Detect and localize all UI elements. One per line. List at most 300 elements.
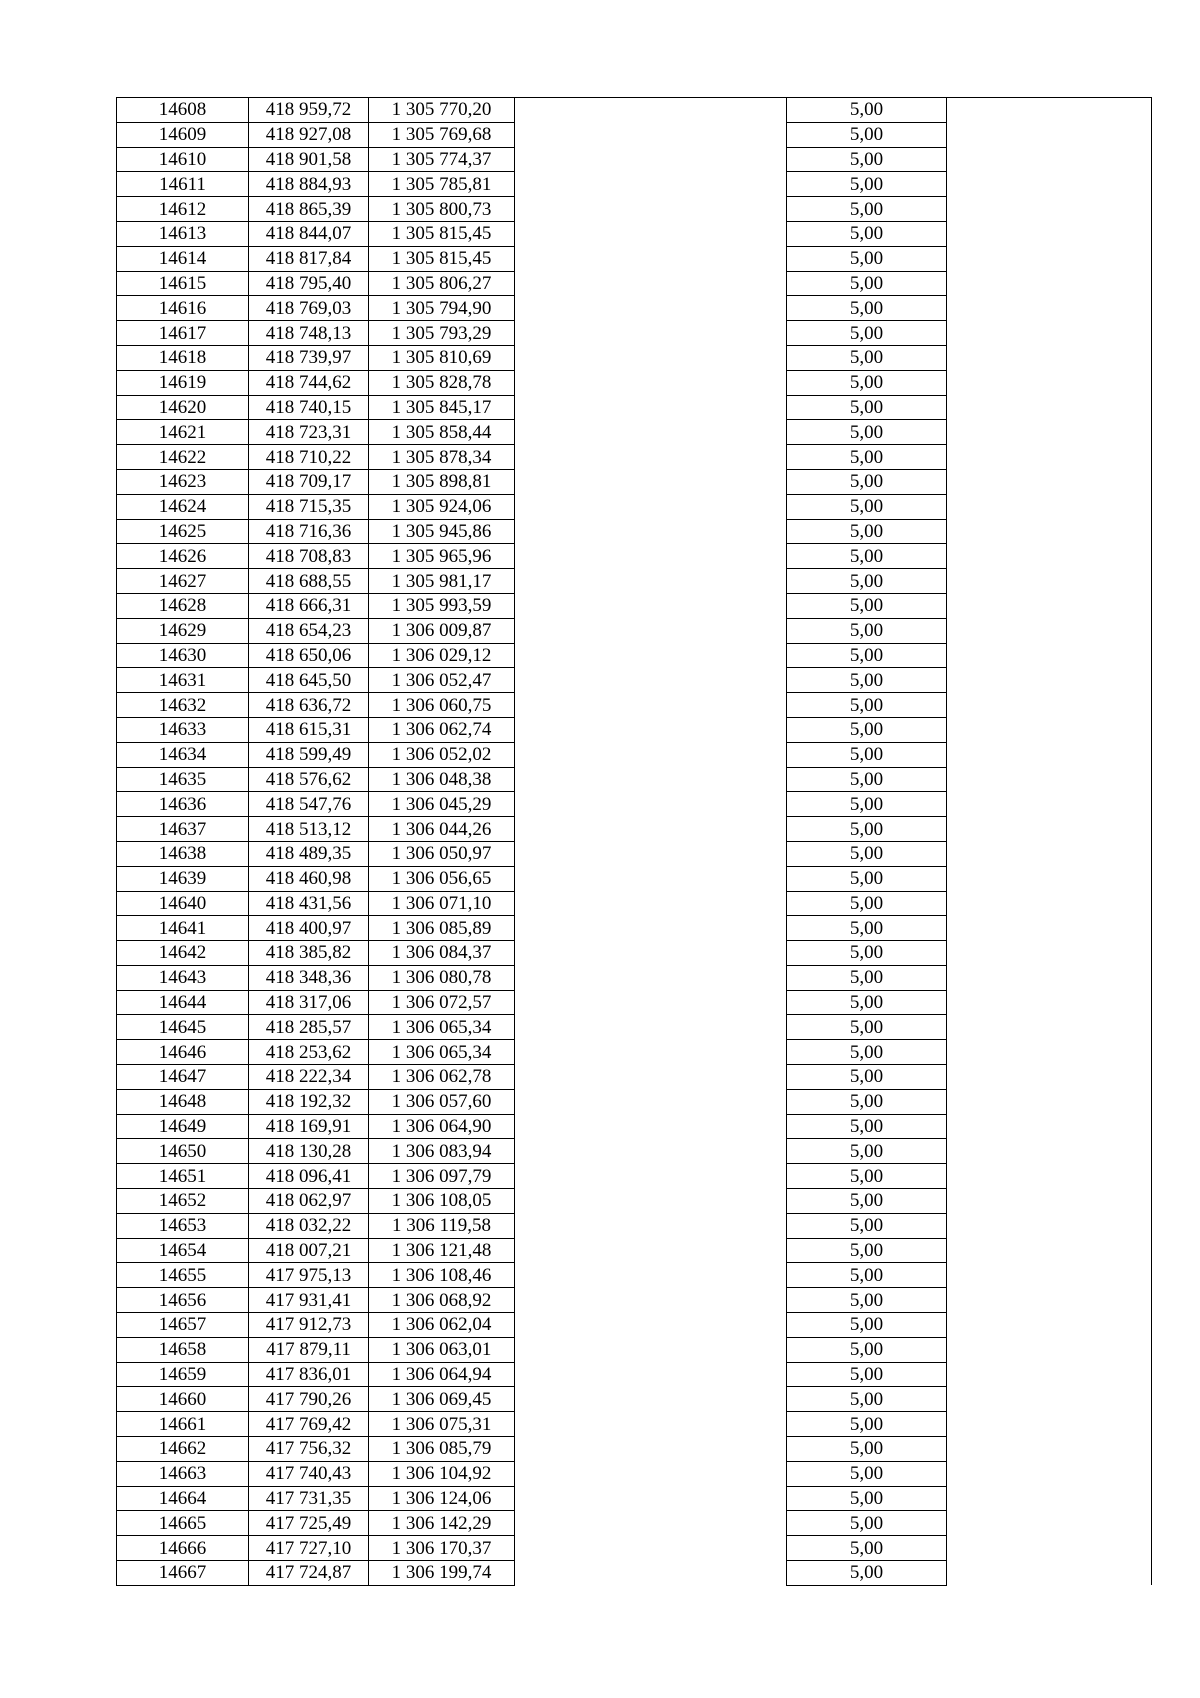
- y-coordinate-cell: 1 306 060,75: [369, 693, 515, 718]
- point-number-cell: 14623: [117, 469, 249, 494]
- table-row: [117, 420, 1152, 445]
- y-coordinate-cell: 1 305 769,68: [369, 122, 515, 147]
- point-number-cell: 14639: [117, 866, 249, 891]
- table-row: [117, 1412, 1152, 1437]
- blank-cell: [515, 990, 787, 1015]
- point-number-cell: 14665: [117, 1511, 249, 1536]
- value-cell: 5,00: [787, 643, 947, 668]
- table-row: [117, 345, 1152, 370]
- table-row: [117, 643, 1152, 668]
- value-cell: 5,00: [787, 1362, 947, 1387]
- x-coordinate-cell: 418 130,28: [249, 1139, 369, 1164]
- table-row: [117, 1536, 1152, 1561]
- blank-cell: [515, 296, 787, 321]
- table-row: [117, 147, 1152, 172]
- y-coordinate-cell: 1 306 062,04: [369, 1313, 515, 1338]
- value-cell: 5,00: [787, 1114, 947, 1139]
- y-coordinate-cell: 1 306 080,78: [369, 965, 515, 990]
- blank-cell: [515, 98, 787, 123]
- value-cell: 5,00: [787, 395, 947, 420]
- value-cell: 5,00: [787, 1536, 947, 1561]
- point-number-cell: 14657: [117, 1313, 249, 1338]
- blank-cell: [515, 841, 787, 866]
- blank-cell: [515, 1486, 787, 1511]
- x-coordinate-cell: 417 879,11: [249, 1337, 369, 1362]
- notes-cell: [947, 1561, 1152, 1586]
- point-number-cell: 14638: [117, 841, 249, 866]
- table-row: [117, 965, 1152, 990]
- point-number-cell: 14652: [117, 1189, 249, 1214]
- table-row: [117, 817, 1152, 842]
- table-row: [117, 544, 1152, 569]
- y-coordinate-cell: 1 306 085,79: [369, 1437, 515, 1462]
- y-coordinate-cell: 1 305 774,37: [369, 147, 515, 172]
- notes-cell: [947, 494, 1152, 519]
- notes-cell: [947, 1139, 1152, 1164]
- point-number-cell: 14621: [117, 420, 249, 445]
- x-coordinate-cell: 418 636,72: [249, 693, 369, 718]
- notes-cell: [947, 965, 1152, 990]
- blank-cell: [515, 1337, 787, 1362]
- notes-cell: [947, 122, 1152, 147]
- blank-cell: [515, 916, 787, 941]
- value-cell: 5,00: [787, 717, 947, 742]
- notes-cell: [947, 1511, 1152, 1536]
- table-row: [117, 519, 1152, 544]
- notes-cell: [947, 221, 1152, 246]
- y-coordinate-cell: 1 306 009,87: [369, 618, 515, 643]
- value-cell: 5,00: [787, 1164, 947, 1189]
- blank-cell: [515, 271, 787, 296]
- value-cell: 5,00: [787, 742, 947, 767]
- blank-cell: [515, 147, 787, 172]
- blank-cell: [515, 1362, 787, 1387]
- y-coordinate-cell: 1 306 064,90: [369, 1114, 515, 1139]
- table-row: [117, 1213, 1152, 1238]
- point-number-cell: 14655: [117, 1263, 249, 1288]
- notes-cell: [947, 1114, 1152, 1139]
- table-row: [117, 296, 1152, 321]
- y-coordinate-cell: 1 306 108,05: [369, 1189, 515, 1214]
- blank-cell: [515, 395, 787, 420]
- table-row: [117, 494, 1152, 519]
- value-cell: 5,00: [787, 1387, 947, 1412]
- blank-cell: [515, 593, 787, 618]
- table-row: [117, 916, 1152, 941]
- point-number-cell: 14658: [117, 1337, 249, 1362]
- point-number-cell: 14614: [117, 246, 249, 271]
- notes-cell: [947, 420, 1152, 445]
- table-row: [117, 891, 1152, 916]
- y-coordinate-cell: 1 305 800,73: [369, 197, 515, 222]
- point-number-cell: 14630: [117, 643, 249, 668]
- x-coordinate-cell: 418 744,62: [249, 370, 369, 395]
- value-cell: 5,00: [787, 1189, 947, 1214]
- x-coordinate-cell: 418 400,97: [249, 916, 369, 941]
- blank-cell: [515, 321, 787, 346]
- value-cell: 5,00: [787, 841, 947, 866]
- table-row: [117, 1337, 1152, 1362]
- value-cell: 5,00: [787, 1437, 947, 1462]
- x-coordinate-cell: 418 865,39: [249, 197, 369, 222]
- x-coordinate-cell: 418 032,22: [249, 1213, 369, 1238]
- blank-cell: [515, 941, 787, 966]
- x-coordinate-cell: 418 688,55: [249, 569, 369, 594]
- point-number-cell: 14611: [117, 172, 249, 197]
- table-row: [117, 1561, 1152, 1586]
- x-coordinate-cell: 418 650,06: [249, 643, 369, 668]
- y-coordinate-cell: 1 306 085,89: [369, 916, 515, 941]
- blank-cell: [515, 643, 787, 668]
- x-coordinate-cell: 417 790,26: [249, 1387, 369, 1412]
- blank-cell: [515, 1040, 787, 1065]
- point-number-cell: 14608: [117, 98, 249, 123]
- notes-cell: [947, 891, 1152, 916]
- x-coordinate-cell: 418 062,97: [249, 1189, 369, 1214]
- value-cell: 5,00: [787, 98, 947, 123]
- x-coordinate-cell: 418 769,03: [249, 296, 369, 321]
- table-row: [117, 321, 1152, 346]
- notes-cell: [947, 941, 1152, 966]
- notes-cell: [947, 1536, 1152, 1561]
- notes-cell: [947, 469, 1152, 494]
- y-coordinate-cell: 1 305 785,81: [369, 172, 515, 197]
- y-coordinate-cell: 1 306 142,29: [369, 1511, 515, 1536]
- y-coordinate-cell: 1 306 062,74: [369, 717, 515, 742]
- x-coordinate-cell: 418 666,31: [249, 593, 369, 618]
- point-number-cell: 14648: [117, 1089, 249, 1114]
- y-coordinate-cell: 1 306 064,94: [369, 1362, 515, 1387]
- value-cell: 5,00: [787, 122, 947, 147]
- y-coordinate-cell: 1 305 806,27: [369, 271, 515, 296]
- value-cell: 5,00: [787, 197, 947, 222]
- point-number-cell: 14649: [117, 1114, 249, 1139]
- value-cell: 5,00: [787, 1015, 947, 1040]
- point-number-cell: 14625: [117, 519, 249, 544]
- value-cell: 5,00: [787, 296, 947, 321]
- point-number-cell: 14632: [117, 693, 249, 718]
- y-coordinate-cell: 1 306 097,79: [369, 1164, 515, 1189]
- value-cell: 5,00: [787, 1213, 947, 1238]
- x-coordinate-cell: 417 727,10: [249, 1536, 369, 1561]
- table-row: [117, 122, 1152, 147]
- y-coordinate-cell: 1 305 845,17: [369, 395, 515, 420]
- value-cell: 5,00: [787, 941, 947, 966]
- table-row: [117, 469, 1152, 494]
- table-row: [117, 693, 1152, 718]
- point-number-cell: 14667: [117, 1561, 249, 1586]
- notes-cell: [947, 1189, 1152, 1214]
- blank-cell: [515, 122, 787, 147]
- y-coordinate-cell: 1 306 075,31: [369, 1412, 515, 1437]
- point-number-cell: 14643: [117, 965, 249, 990]
- point-number-cell: 14637: [117, 817, 249, 842]
- table-row: [117, 593, 1152, 618]
- value-cell: 5,00: [787, 1288, 947, 1313]
- blank-cell: [515, 197, 787, 222]
- value-cell: 5,00: [787, 172, 947, 197]
- notes-cell: [947, 370, 1152, 395]
- point-number-cell: 14624: [117, 494, 249, 519]
- blank-cell: [515, 817, 787, 842]
- y-coordinate-cell: 1 305 965,96: [369, 544, 515, 569]
- value-cell: 5,00: [787, 544, 947, 569]
- blank-cell: [515, 668, 787, 693]
- blank-cell: [515, 519, 787, 544]
- y-coordinate-cell: 1 306 063,01: [369, 1337, 515, 1362]
- x-coordinate-cell: 418 709,17: [249, 469, 369, 494]
- notes-cell: [947, 618, 1152, 643]
- x-coordinate-cell: 418 884,93: [249, 172, 369, 197]
- notes-cell: [947, 643, 1152, 668]
- x-coordinate-cell: 418 645,50: [249, 668, 369, 693]
- x-coordinate-cell: 418 348,36: [249, 965, 369, 990]
- notes-cell: [947, 271, 1152, 296]
- notes-cell: [947, 1387, 1152, 1412]
- y-coordinate-cell: 1 306 045,29: [369, 792, 515, 817]
- notes-cell: [947, 767, 1152, 792]
- y-coordinate-cell: 1 305 815,45: [369, 246, 515, 271]
- table-row: [117, 98, 1152, 123]
- x-coordinate-cell: 418 460,98: [249, 866, 369, 891]
- x-coordinate-cell: 418 654,23: [249, 618, 369, 643]
- value-cell: 5,00: [787, 271, 947, 296]
- point-number-cell: 14619: [117, 370, 249, 395]
- x-coordinate-cell: 417 731,35: [249, 1486, 369, 1511]
- notes-cell: [947, 668, 1152, 693]
- value-cell: 5,00: [787, 792, 947, 817]
- table-row: [117, 1362, 1152, 1387]
- y-coordinate-cell: 1 306 084,37: [369, 941, 515, 966]
- table-row: [117, 1486, 1152, 1511]
- value-cell: 5,00: [787, 147, 947, 172]
- x-coordinate-cell: 418 795,40: [249, 271, 369, 296]
- value-cell: 5,00: [787, 1089, 947, 1114]
- table-row: [117, 1511, 1152, 1536]
- table-row: [117, 618, 1152, 643]
- value-cell: 5,00: [787, 221, 947, 246]
- blank-cell: [515, 1387, 787, 1412]
- y-coordinate-cell: 1 305 858,44: [369, 420, 515, 445]
- point-number-cell: 14647: [117, 1065, 249, 1090]
- notes-cell: [947, 246, 1152, 271]
- table-row: [117, 1114, 1152, 1139]
- x-coordinate-cell: 418 715,35: [249, 494, 369, 519]
- notes-cell: [947, 1065, 1152, 1090]
- table-row: [117, 1139, 1152, 1164]
- value-cell: 5,00: [787, 494, 947, 519]
- value-cell: 5,00: [787, 1263, 947, 1288]
- notes-cell: [947, 1089, 1152, 1114]
- value-cell: 5,00: [787, 1065, 947, 1090]
- point-number-cell: 14609: [117, 122, 249, 147]
- table-row: [117, 767, 1152, 792]
- notes-cell: [947, 693, 1152, 718]
- point-number-cell: 14612: [117, 197, 249, 222]
- y-coordinate-cell: 1 306 052,02: [369, 742, 515, 767]
- notes-cell: [947, 1040, 1152, 1065]
- x-coordinate-cell: 418 723,31: [249, 420, 369, 445]
- value-cell: 5,00: [787, 345, 947, 370]
- y-coordinate-cell: 1 306 062,78: [369, 1065, 515, 1090]
- blank-cell: [515, 1288, 787, 1313]
- notes-cell: [947, 841, 1152, 866]
- point-number-cell: 14644: [117, 990, 249, 1015]
- y-coordinate-cell: 1 306 044,26: [369, 817, 515, 842]
- y-coordinate-cell: 1 306 029,12: [369, 643, 515, 668]
- notes-cell: [947, 395, 1152, 420]
- x-coordinate-cell: 418 844,07: [249, 221, 369, 246]
- value-cell: 5,00: [787, 1412, 947, 1437]
- x-coordinate-cell: 417 836,01: [249, 1362, 369, 1387]
- x-coordinate-cell: 418 222,34: [249, 1065, 369, 1090]
- x-coordinate-cell: 417 740,43: [249, 1461, 369, 1486]
- blank-cell: [515, 965, 787, 990]
- blank-cell: [515, 767, 787, 792]
- point-number-cell: 14616: [117, 296, 249, 321]
- blank-cell: [515, 445, 787, 470]
- table-row: [117, 395, 1152, 420]
- blank-cell: [515, 1263, 787, 1288]
- table-row: [117, 990, 1152, 1015]
- notes-cell: [947, 147, 1152, 172]
- y-coordinate-cell: 1 305 878,34: [369, 445, 515, 470]
- blank-cell: [515, 221, 787, 246]
- table-row: [117, 1189, 1152, 1214]
- notes-cell: [947, 742, 1152, 767]
- blank-cell: [515, 172, 787, 197]
- coordinates-table-body: [117, 98, 1152, 1586]
- blank-cell: [515, 1536, 787, 1561]
- value-cell: 5,00: [787, 1313, 947, 1338]
- table-row: [117, 792, 1152, 817]
- point-number-cell: 14662: [117, 1437, 249, 1462]
- point-number-cell: 14646: [117, 1040, 249, 1065]
- x-coordinate-cell: 417 724,87: [249, 1561, 369, 1586]
- point-number-cell: 14635: [117, 767, 249, 792]
- value-cell: 5,00: [787, 246, 947, 271]
- x-coordinate-cell: 418 748,13: [249, 321, 369, 346]
- table-row: [117, 1263, 1152, 1288]
- x-coordinate-cell: 418 489,35: [249, 841, 369, 866]
- blank-cell: [515, 420, 787, 445]
- point-number-cell: 14660: [117, 1387, 249, 1412]
- notes-cell: [947, 1313, 1152, 1338]
- x-coordinate-cell: 418 927,08: [249, 122, 369, 147]
- x-coordinate-cell: 418 615,31: [249, 717, 369, 742]
- point-number-cell: 14663: [117, 1461, 249, 1486]
- x-coordinate-cell: 418 169,91: [249, 1114, 369, 1139]
- notes-cell: [947, 990, 1152, 1015]
- notes-cell: [947, 1461, 1152, 1486]
- table-row: [117, 1461, 1152, 1486]
- notes-cell: [947, 1015, 1152, 1040]
- blank-cell: [515, 246, 787, 271]
- blank-cell: [515, 866, 787, 891]
- blank-cell: [515, 1238, 787, 1263]
- notes-cell: [947, 519, 1152, 544]
- y-coordinate-cell: 1 306 050,97: [369, 841, 515, 866]
- point-number-cell: 14664: [117, 1486, 249, 1511]
- y-coordinate-cell: 1 305 981,17: [369, 569, 515, 594]
- value-cell: 5,00: [787, 668, 947, 693]
- blank-cell: [515, 544, 787, 569]
- notes-cell: [947, 717, 1152, 742]
- x-coordinate-cell: 418 708,83: [249, 544, 369, 569]
- blank-cell: [515, 1313, 787, 1338]
- table-row: [117, 717, 1152, 742]
- point-number-cell: 14613: [117, 221, 249, 246]
- y-coordinate-cell: 1 306 170,37: [369, 1536, 515, 1561]
- blank-cell: [515, 569, 787, 594]
- blank-cell: [515, 1437, 787, 1462]
- point-number-cell: 14636: [117, 792, 249, 817]
- y-coordinate-cell: 1 305 828,78: [369, 370, 515, 395]
- notes-cell: [947, 345, 1152, 370]
- notes-cell: [947, 817, 1152, 842]
- blank-cell: [515, 1065, 787, 1090]
- table-row: [117, 1238, 1152, 1263]
- y-coordinate-cell: 1 306 069,45: [369, 1387, 515, 1412]
- x-coordinate-cell: 417 756,32: [249, 1437, 369, 1462]
- y-coordinate-cell: 1 306 065,34: [369, 1015, 515, 1040]
- y-coordinate-cell: 1 306 065,34: [369, 1040, 515, 1065]
- y-coordinate-cell: 1 306 072,57: [369, 990, 515, 1015]
- blank-cell: [515, 1213, 787, 1238]
- x-coordinate-cell: 418 739,97: [249, 345, 369, 370]
- x-coordinate-cell: 417 912,73: [249, 1313, 369, 1338]
- x-coordinate-cell: 418 599,49: [249, 742, 369, 767]
- point-number-cell: 14615: [117, 271, 249, 296]
- point-number-cell: 14626: [117, 544, 249, 569]
- value-cell: 5,00: [787, 1238, 947, 1263]
- point-number-cell: 14620: [117, 395, 249, 420]
- value-cell: 5,00: [787, 866, 947, 891]
- notes-cell: [947, 1263, 1152, 1288]
- point-number-cell: 14617: [117, 321, 249, 346]
- value-cell: 5,00: [787, 1461, 947, 1486]
- value-cell: 5,00: [787, 569, 947, 594]
- value-cell: 5,00: [787, 1511, 947, 1536]
- x-coordinate-cell: 418 285,57: [249, 1015, 369, 1040]
- notes-cell: [947, 1213, 1152, 1238]
- y-coordinate-cell: 1 305 793,29: [369, 321, 515, 346]
- value-cell: 5,00: [787, 1561, 947, 1586]
- table-row: [117, 370, 1152, 395]
- y-coordinate-cell: 1 305 993,59: [369, 593, 515, 618]
- table-row: [117, 841, 1152, 866]
- value-cell: 5,00: [787, 519, 947, 544]
- value-cell: 5,00: [787, 1040, 947, 1065]
- blank-cell: [515, 1461, 787, 1486]
- blank-cell: [515, 370, 787, 395]
- y-coordinate-cell: 1 306 048,38: [369, 767, 515, 792]
- point-number-cell: 14640: [117, 891, 249, 916]
- notes-cell: [947, 1412, 1152, 1437]
- value-cell: 5,00: [787, 817, 947, 842]
- blank-cell: [515, 792, 787, 817]
- table-row: [117, 246, 1152, 271]
- x-coordinate-cell: 418 007,21: [249, 1238, 369, 1263]
- value-cell: 5,00: [787, 420, 947, 445]
- blank-cell: [515, 494, 787, 519]
- notes-cell: [947, 321, 1152, 346]
- table-row: [117, 445, 1152, 470]
- table-row: [117, 1015, 1152, 1040]
- value-cell: 5,00: [787, 1486, 947, 1511]
- blank-cell: [515, 1189, 787, 1214]
- table-row: [117, 1065, 1152, 1090]
